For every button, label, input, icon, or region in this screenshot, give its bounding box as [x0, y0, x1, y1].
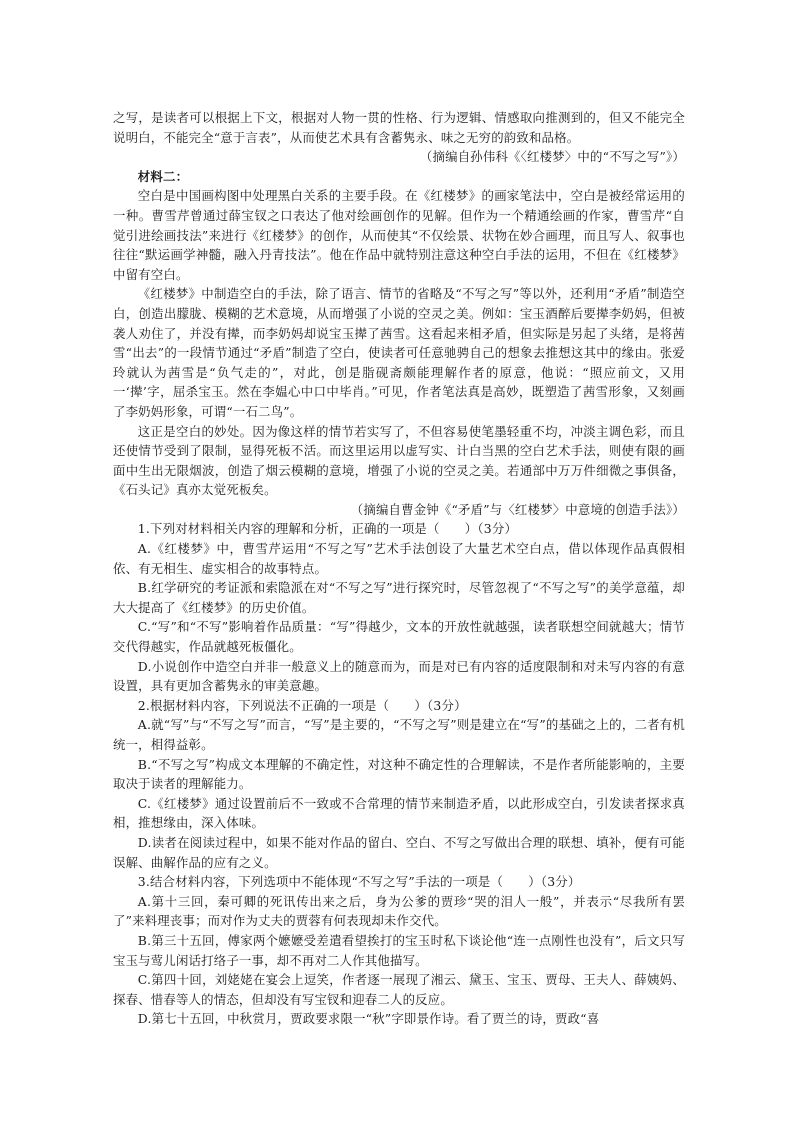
question-2-stem: 2.根据材料内容，下列说法不正确的一项是（ ）（3分） [137, 697, 467, 713]
question-3-option-b: B.第三十五回，傅家两个嬷嬷受差遣看望挨打的宝玉时私下谈论他“连一点刚性也没有”，后文只写宝玉与莺儿闲话打络子一事，却不再对二人作其他描写。 [113, 932, 685, 968]
material2-source: （摘编自曹金钟《“矛盾”与〈红楼梦〉中意境的创造手法》） [350, 501, 685, 517]
material2-paragraph-1: 空白是中国画构图中处理黑白关系的主要手段。在《红楼梦》的画家笔法中，空白是被经常运用的一种。曹雪芹曾通过薛宝钗之口表达了他对绘画创作的见解。但作为一个精通绘画的作家，曹雪芹“自觉引进绘画技法”来进行《红楼梦》的创作，从而使其“不仅绘景、状物在妙合画理，而且写人、叙事也往往“默运画学神髓，融入丹青技法”。他在作品中就特别注意这种空白手法的运用，不但在《红楼梦》中留有空白。 [113, 188, 685, 282]
material2-paragraph-2: 《红楼梦》中制造空白的手法，除了语言、情节的省略及“不写之写”等以外，还利用“矛盾”制造空白，创造出朦胧、模糊的艺术意境，从而增强了小说的空灵之美。例如：宝玉酒醉后要撵李奶妈，但被袭人劝住了，并没有撵，而李奶妈却说宝玉撵了茜雪。这看起来相矛盾，但实际是另起了头绪，是将茜雪“出去”的一段情节通过“矛盾”制造了空白，使读者可任意驰骋自己的想象去推想这其中的缘由。张爱玲就认为茜雪是“负气走的”，对此，创是脂砚斋颇能理解作者的原意，他说：“照应前文，又用一‘撵’字，屈杀宝玉。然在李媪心中口中毕肖。”可见，作者笔法真是高妙，既塑造了茜雪形象，又刻画了李奶妈形象，可谓“一石二鸟”。 [113, 286, 685, 419]
question-2-option-b: B.“不写之写”构成文本理解的不确定性，对这种不确定性的合理解读，不是作者所能影响的，主要取决于读者的理解能力。 [113, 756, 685, 792]
document-page [113, 108, 685, 1029]
question-1-option-d: D.小说创作中造空白并非一般意义上的随意而为，而是对已有内容的适度限制和对未写内容的有意设置，具有更加含蓄隽永的审美意趣。 [113, 658, 685, 694]
question-1-option-b: B.红学研究的考证派和索隐派在对“不写之写”进行探究时，尽管忽视了“不写之写”的美学意蕴，却大大提高了《红楼梦》的历史价值。 [113, 580, 685, 615]
question-3-stem: 3.结合材料内容，下列选项中不能体现“不写之写”手法的一项是（ ）（3分） [137, 874, 581, 890]
question-2-option-c: C.《红楼梦》通过设置前后不一致或不合常理的情节来制造矛盾，以此形成空白，引发读者探求真相，推想缘由，深入体味。 [113, 795, 685, 831]
question-1-stem: 1.下列对材料相关内容的理解和分析，正确的一项是（ ）（3分） [137, 521, 518, 537]
question-3-option-a: A.第十三回，秦可卿的死讯传出来之后，身为公爹的贾珍“哭的泪人一般”，并表示“尽我所有罢了”来料理丧事；而对作为丈夫的贾蓉有何表现却未作交代。 [113, 893, 685, 929]
material2-heading: 材料二： [137, 168, 189, 184]
question-2-option-a: A.就“写”与“不写之写”而言，“写”是主要的，“不写之写”则是建立在“写”的基础之上的，二者有机统一，相得益彰。 [113, 717, 685, 752]
intro-source: （摘编自孙伟科《〈红楼梦〉中的“不写之写”》） [419, 149, 685, 165]
question-1-option-a: A.《红楼梦》中，曹雪芹运用“不写之写”艺术手法创设了大量艺术空白点，借以体现作品真假相依、有无相生、虚实相合的故事特点。 [113, 541, 685, 576]
question-3-option-c: C.第四十回，刘姥姥在宴会上逗笑，作者逐一展现了湘云、黛玉、宝玉、贾母、王夫人、薛姨妈、探春、惜春等人的情态，但却没有写宝钗和迎春二人的反应。 [113, 972, 685, 1007]
question-2-option-d: D.读者在阅读过程中，如果不能对作品的留白、空白、不写之写做出合理的联想、填补，便有可能误解、曲解作品的应有之义。 [113, 834, 685, 870]
question-3-option-d: D.第七十五回，中秋赏月，贾政要求限一“秋”字即景作诗。看了贾兰的诗，贾政“喜 [137, 1011, 600, 1027]
question-1-option-c: C.“写”和“不写”影响着作品质量：“写”得越少，文本的开放性就越强，读者联想空间就越大；情节交代得越实，作品就越死板僵化。 [113, 619, 685, 655]
intro-paragraph: 之写，是读者可以根据上下文，根据对人物一贯的性格、行为逻辑、情感取向推测到的，但又不能完全说明白，不能完全“意于言表”，从而使艺术具有含蓄隽永、味之无穷的韵致和品格。 [113, 110, 685, 145]
material2-paragraph-3: 这正是空白的妙处。因为像这样的情节若实写了，不但容易使笔墨轻重不均，冲淡主调色彩，而且还使情节受到了限制，显得死板不活。而这里运用以虚写实、计白当黑的空白艺术手法，则使有限的画面中生出无限烟波，创造了烟云模糊的意境，增强了小说的空灵之美。若通部中万万件细微之事俱备，《石头记》真亦太觉死板矣。 [113, 423, 685, 498]
